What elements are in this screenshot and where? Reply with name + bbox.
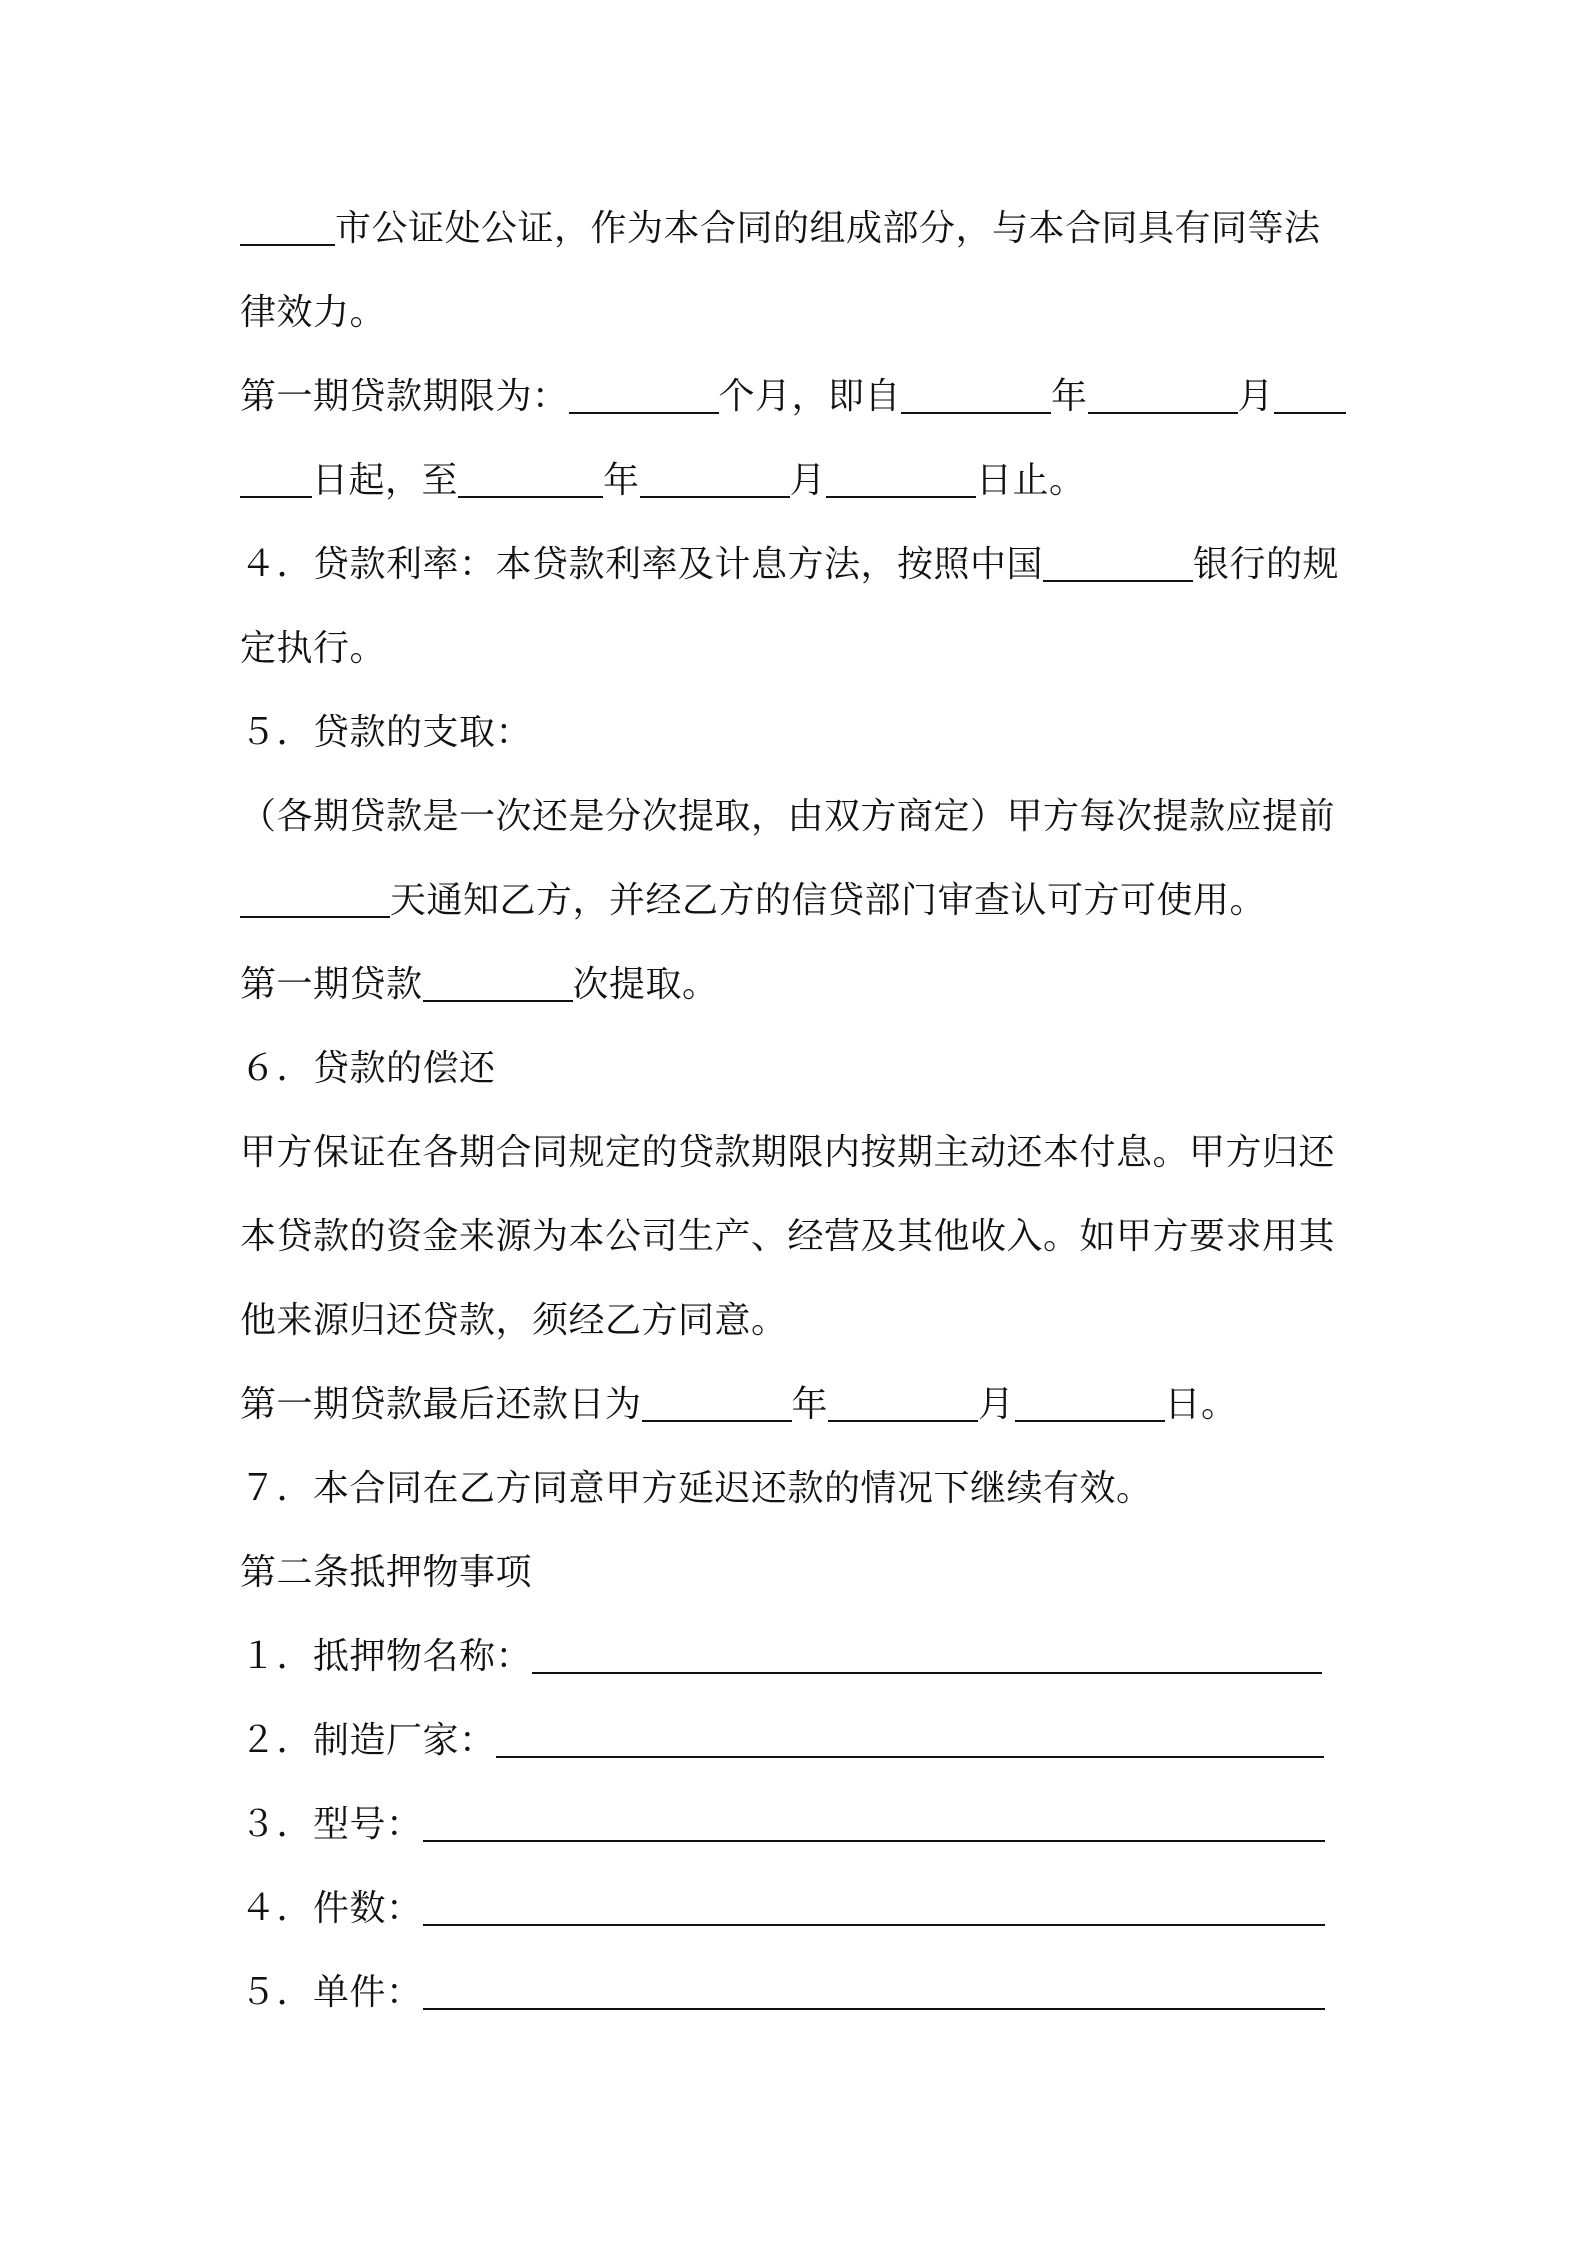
text-execute: 定执行。 xyxy=(240,628,387,669)
blank-start-day-b[interactable] xyxy=(240,456,312,498)
para-line-withdrawal-title xyxy=(240,703,532,763)
text-collateral-title: 第二条抵押物事项 xyxy=(240,1552,533,1593)
para-line-notary xyxy=(240,199,1321,259)
text-loan-term-label: 第一期贷款期限为： xyxy=(240,376,569,417)
blank-model[interactable] xyxy=(423,1800,1325,1842)
para-line-repayment-3 xyxy=(240,1291,788,1351)
blank-start-month[interactable] xyxy=(1088,372,1238,414)
blank-end-day[interactable] xyxy=(826,456,976,498)
para-line-last-repayment-date xyxy=(240,1375,1238,1435)
text-from-to: 日起，至 xyxy=(312,460,459,501)
blank-end-month[interactable] xyxy=(640,456,790,498)
para-line-loan-term-end xyxy=(240,451,1086,511)
text-repayment-1: 甲方保证在各期合同规定的贷款期限内按期主动还本付息。甲方归还 xyxy=(240,1132,1336,1173)
blank-bank-name[interactable] xyxy=(1043,540,1193,582)
text-bank-rules: 银行的规 xyxy=(1193,544,1340,585)
blank-start-year[interactable] xyxy=(901,372,1051,414)
field-unit xyxy=(240,1963,1325,2023)
blank-unit[interactable] xyxy=(423,1968,1325,2010)
para-line-contract-valid xyxy=(240,1459,1153,1519)
text-day-end: 日止。 xyxy=(976,460,1086,501)
para-line-repayment-2 xyxy=(240,1207,1335,1267)
para-line-first-withdrawal xyxy=(240,955,719,1015)
blank-city[interactable] xyxy=(240,204,335,246)
text-month: 月 xyxy=(1237,376,1275,417)
blank-start-day-a[interactable] xyxy=(1274,372,1346,414)
para-line-repayment-title xyxy=(240,1039,496,1099)
blank-months[interactable] xyxy=(569,372,719,414)
para-line-interest-rate xyxy=(240,535,1339,595)
text-contract-valid: ７．本合同在乙方同意甲方延迟还款的情况下继续有效。 xyxy=(240,1468,1153,1509)
blank-end-year[interactable] xyxy=(458,456,603,498)
text-day: 日。 xyxy=(1164,1384,1238,1425)
blank-collateral-name[interactable] xyxy=(532,1632,1322,1674)
blank-repay-day[interactable] xyxy=(1015,1380,1165,1422)
para-line-legal-effect xyxy=(240,283,386,343)
text-repayment-2: 本贷款的资金来源为本公司生产、经营及其他收入。如甲方要求用其 xyxy=(240,1216,1336,1257)
label-quantity: ４．件数： xyxy=(240,1888,423,1929)
section-title-collateral xyxy=(240,1543,532,1603)
field-collateral-name xyxy=(240,1627,1322,1687)
text-repayment-3: 他来源归还贷款，须经乙方同意。 xyxy=(240,1300,788,1341)
para-line-notice-days xyxy=(240,871,1266,931)
field-model xyxy=(240,1795,1325,1855)
text-month: 月 xyxy=(789,460,827,501)
text-year: 年 xyxy=(1051,376,1088,417)
label-unit: ５．单件： xyxy=(240,1972,423,2013)
field-manufacturer xyxy=(240,1711,1324,1771)
label-collateral-name: １．抵押物名称： xyxy=(240,1636,533,1677)
text-notice: 天通知乙方，并经乙方的信贷部门审查认可方可使用。 xyxy=(390,880,1267,921)
para-line-withdrawal-desc xyxy=(240,787,1335,847)
blank-quantity[interactable] xyxy=(423,1884,1325,1926)
para-line-execute xyxy=(240,619,386,679)
text-interest-rate: ４．贷款利率：本贷款利率及计息方法，按照中国 xyxy=(240,544,1044,585)
text-months-from: 个月，即自 xyxy=(718,376,902,417)
text-notary: 市公证处公证，作为本合同的组成部分，与本合同具有同等法 xyxy=(335,208,1321,249)
blank-notice-days[interactable] xyxy=(240,876,390,918)
text-year: 年 xyxy=(603,460,640,501)
text-first-loan: 第一期贷款 xyxy=(240,964,423,1005)
text-last-repayment: 第一期贷款最后还款日为 xyxy=(240,1384,642,1425)
blank-repay-month[interactable] xyxy=(828,1380,978,1422)
text-repayment-title: ６．贷款的偿还 xyxy=(240,1048,496,1089)
label-manufacturer: ２．制造厂家： xyxy=(240,1720,496,1761)
para-line-repayment-1 xyxy=(240,1123,1335,1183)
label-model: ３．型号： xyxy=(240,1804,423,1845)
blank-withdrawal-count[interactable] xyxy=(423,960,573,1002)
text-withdrawal-desc: （各期贷款是一次还是分次提取，由双方商定）甲方每次提款应提前 xyxy=(240,796,1336,837)
text-times-withdraw: 次提取。 xyxy=(572,964,719,1005)
blank-manufacturer[interactable] xyxy=(496,1716,1324,1758)
text-year: 年 xyxy=(791,1384,829,1425)
text-month: 月 xyxy=(978,1384,1015,1425)
text-legal-effect: 律效力。 xyxy=(240,292,387,333)
field-quantity xyxy=(240,1879,1325,1939)
para-line-loan-term xyxy=(240,367,1346,427)
text-withdrawal-title: ５．贷款的支取： xyxy=(240,712,533,753)
blank-repay-year[interactable] xyxy=(642,1380,792,1422)
document-page xyxy=(240,0,1360,2244)
